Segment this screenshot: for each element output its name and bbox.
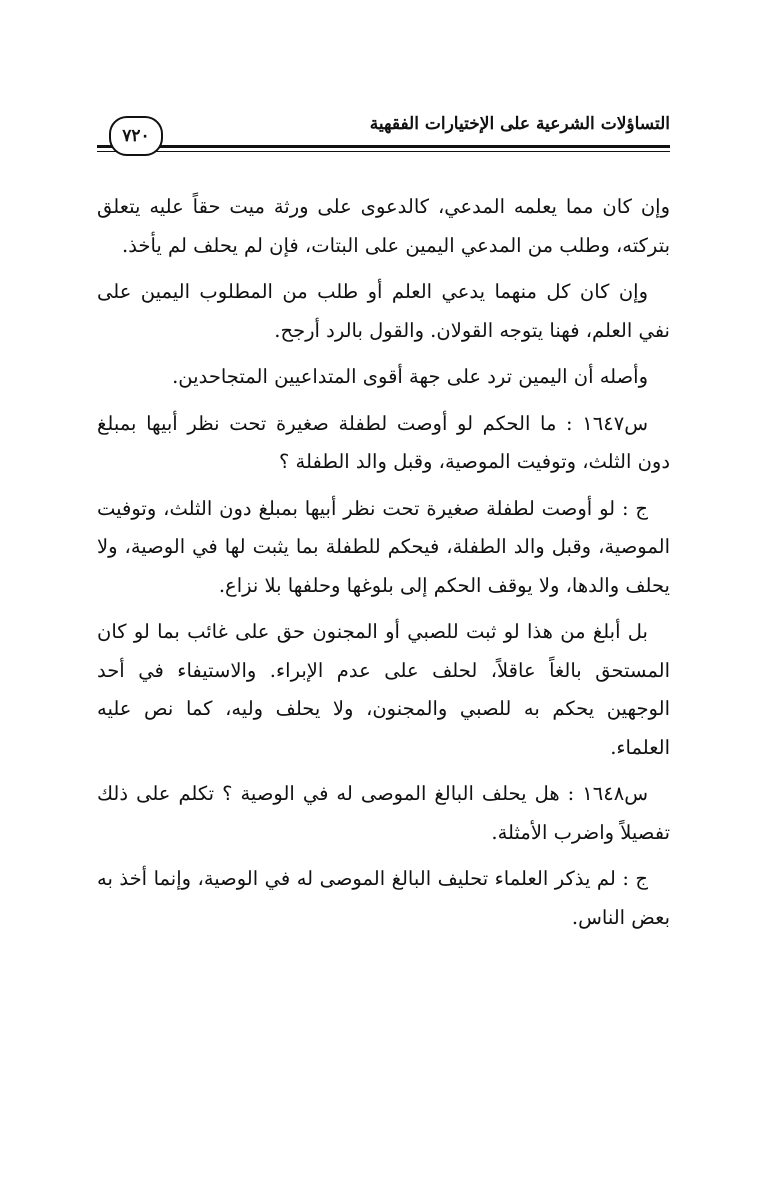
header-rule-thick [97, 145, 670, 148]
answer-1647: ج : لو أوصت لطفلة صغيرة تحت نظر أبيها بمبلغ دون الثلث، وتوفيت الموصية، وقبل والد الطفلة، فيحكم للطفلة بما يثبت لها في الوصية، ولا يحلف والدها، ولا يوقف الحكم إلى بلوغها وحلفها بلا نزاع. [97, 496, 670, 597]
page-header [97, 108, 670, 164]
header-rule-thin [97, 151, 670, 152]
running-title: التساؤلات الشرعية على الإختيارات الفقهية [369, 114, 670, 134]
paragraph: وأصله أن اليمين ترد على جهة أقوى المتداعيين المتجاحدين. [172, 365, 648, 388]
question-1648: س١٦٤٨ : هل يحلف البالغ الموصى له في الوصية ؟ تكلم على ذلك تفصيلاً واضرب الأمثلة. [97, 782, 670, 844]
answer-1648: ج : لم يذكر العلماء تحليف البالغ الموصى له في الوصية، وإنما أخذ به بعض الناس. [97, 867, 670, 929]
paragraph: وإن كان كل منهما يدعي العلم أو طلب من المطلوب اليمين على نفي العلم، فهنا يتوجه القولان. والقول بالرد أرجح. [97, 280, 670, 342]
page-number: ٧٢٠ [109, 116, 163, 156]
question-1647: س١٦٤٧ : ما الحكم لو أوصت لطفلة صغيرة تحت نظر أبيها بمبلغ دون الثلث، وتوفيت الموصية، وقبل والد الطفلة ؟ [97, 411, 670, 473]
paragraph: وإن كان مما يعلمه المدعي، كالدعوى على ورثة ميت حقاً عليه يتعلق بتركته، وطلب من المدعي اليمين على البتات، فإن لم يحلف لم يأخذ. [97, 195, 670, 257]
body-text [97, 188, 670, 945]
paragraph: بل أبلغ من هذا لو ثبت للصبي أو المجنون حق على غائب بما لو كان المستحق بالغاً عاقلاً، لحلف على عدم الإبراء. والاستيفاء في أحد الوجهين يحكم به للصبي والمجنون، ولا يحلف وليه، كما نص عليه العلماء. [97, 620, 670, 759]
